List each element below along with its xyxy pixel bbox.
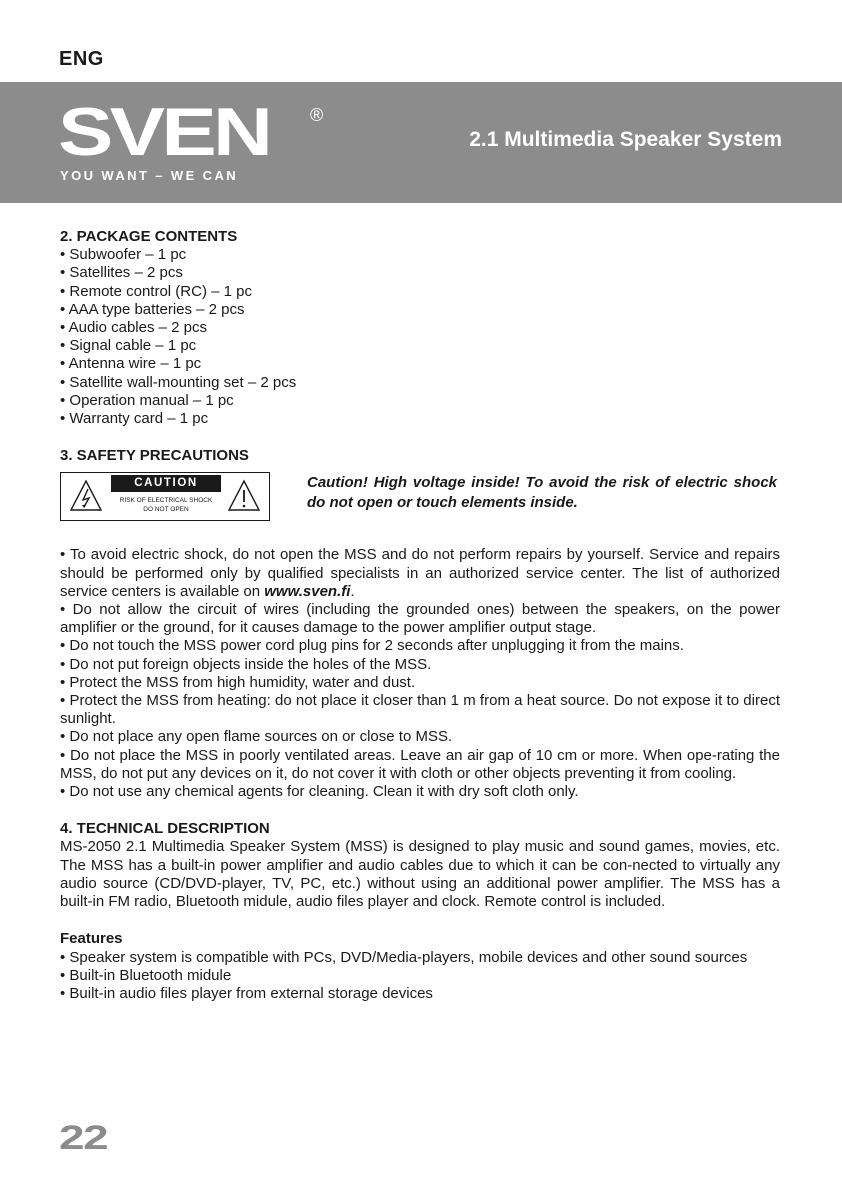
list-item: • Signal cable – 1 pc	[60, 337, 197, 355]
package-heading: 2. PACKAGE CONTENTS	[60, 228, 238, 245]
caution-label: CAUTION	[111, 475, 221, 492]
page-content	[60, 228, 780, 1003]
technical-heading: 4. TECHNICAL DESCRIPTION	[60, 820, 270, 838]
list-item: • Warranty card – 1 pc	[60, 410, 209, 428]
caution-block	[60, 472, 780, 534]
exclamation-warning-icon	[227, 479, 261, 513]
language-tag: ENG	[59, 48, 104, 70]
caution-subtext-2: DO NOT OPEN	[143, 506, 189, 514]
safety-item: • Do not put foreign objects inside the holes of the MSS.	[60, 655, 432, 673]
brand-logo	[58, 94, 324, 183]
feature-item: • Built-in audio files player from external storage devices	[60, 984, 433, 1002]
list-item: • Remote control (RC) – 1 pc	[60, 282, 252, 300]
header-banner	[0, 82, 842, 203]
safety-item: • Do not allow the circuit of wires (including the grounded ones) between the speakers, on the power amplifier or the ground, for it causes damage to the power amplifier output stage.	[60, 601, 780, 637]
safety-item: • Protect the MSS from heating: do not place it closer than 1 m from a heat source. Do not expose it to direct sunlight.	[60, 692, 780, 728]
list-item: • Satellites – 2 pcs	[60, 264, 183, 282]
caution-label-box	[60, 472, 270, 521]
list-item: • AAA type batteries – 2 pcs	[60, 300, 245, 318]
safety-item: • Do not use any chemical agents for cleaning. Clean it with dry soft cloth only.	[60, 783, 579, 801]
page-number: 22	[59, 1119, 108, 1157]
lightning-warning-icon	[69, 479, 103, 513]
safety-item: • To avoid electric shock, do not open the MSS and do not perform repairs by yourself. Service and repairs should be performed only by qualified specialists in an authorized service center. The list of authorized service centers is available on www.sven.fi.	[60, 546, 780, 600]
safety-item: • Do not place the MSS in poorly ventilated areas. Leave an air gap of 10 cm or more. When ope-rating the MSS, do not put any devices on it, do not cover it with cloth or other objects preventing it from cooling.	[60, 746, 780, 782]
website-link[interactable]: www.sven.fi	[264, 582, 351, 600]
safety-heading: 3. SAFETY PRECAUTIONS	[60, 447, 249, 465]
feature-item: • Speaker system is compatible with PCs, DVD/Media-players, mobile devices and other sound sources	[60, 948, 748, 966]
safety-item: • Do not place any open flame sources on or close to MSS.	[60, 728, 453, 746]
registered-mark: ®	[310, 105, 324, 125]
list-item: • Antenna wire – 1 pc	[60, 355, 202, 373]
list-item: • Subwoofer – 1 pc	[60, 246, 187, 264]
caution-subtext-1: RISK OF ELECTRICAL SHOCK	[119, 497, 213, 505]
technical-body: MS-2050 2.1 Multimedia Speaker System (MSS) is designed to play music and sound games, movies, etc. The MSS has a built-in power amplifier and audio cables due to which it can be con-nected to virtually any audio source (CD/DVD-player, TV, PC, etc.) without using an additional power amplifier. The MSS has a built-in FM radio, Bluetooth midule, audio files player and clock. Remote control is included.	[60, 838, 780, 911]
list-item: • Satellite wall-mounting set – 2 pcs	[60, 373, 297, 391]
features-heading: Features	[60, 930, 123, 948]
brand-tagline: YOU WANT – WE CAN	[60, 168, 239, 183]
list-item: • Operation manual – 1 pc	[60, 391, 234, 409]
package-list	[60, 246, 780, 428]
product-title: 2.1 Multimedia Speaker System	[469, 128, 782, 151]
caution-text: Caution! High voltage inside! To avoid the risk of electric shock do not open or touch elements inside.	[307, 474, 777, 511]
list-item: • Audio cables – 2 pcs	[60, 319, 208, 337]
safety-item: • Protect the MSS from high humidity, water and dust.	[60, 673, 416, 691]
feature-item: • Built-in Bluetooth midule	[60, 966, 232, 984]
brand-wordmark: SVEN	[58, 94, 270, 170]
safety-item: • Do not touch the MSS power cord plug pins for 2 seconds after unplugging it from the mains.	[60, 637, 684, 655]
